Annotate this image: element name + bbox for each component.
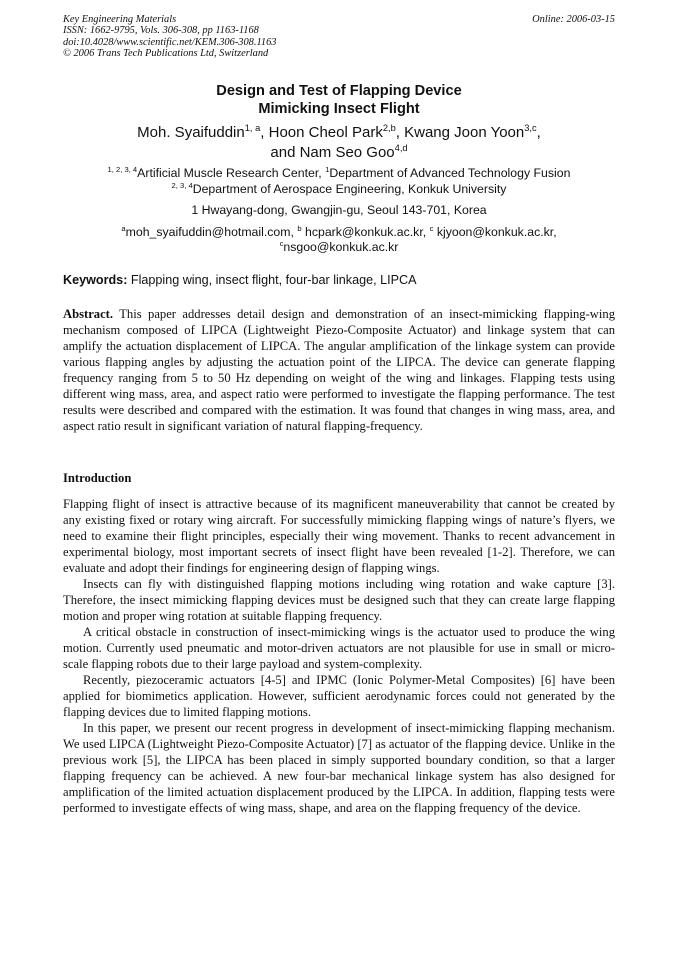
author-sep: , bbox=[536, 124, 541, 141]
journal-name: Key Engineering Materials bbox=[63, 14, 177, 25]
email: moh_syaifuddin@hotmail.com, bbox=[125, 224, 298, 239]
author-sup: 1, a bbox=[244, 123, 261, 133]
keywords-label: Keywords: bbox=[63, 273, 128, 287]
email-sup: b bbox=[297, 223, 302, 233]
introduction-section bbox=[63, 470, 615, 816]
doi: doi:10.4028/www.scientific.net/KEM.306-308.1163 bbox=[63, 36, 277, 48]
keywords-text: Flapping wing, insect flight, four-bar linkage, LIPCA bbox=[127, 273, 417, 287]
online-date: Online: 2006-03-15 bbox=[532, 14, 615, 25]
author-sep: , bbox=[260, 124, 269, 141]
title-line-2: Mimicking Insect Flight bbox=[258, 101, 420, 117]
paragraph: Recently, piezoceramic actuators [4-5] and IPMC (Ionic Polymer-Metal Composites) [6] have been applied for biomimetics application. However, sufficient aerodynamic forces could not generated by the flapping devices due to limited flapping motions. bbox=[63, 673, 615, 719]
aff-sup: 1, 2, 3, 4 bbox=[107, 164, 138, 174]
author-name: and Nam Seo Goo bbox=[270, 143, 395, 161]
author-sup: 3,c bbox=[524, 123, 537, 133]
abstract-text: This paper addresses detail design and demonstration of an insect-mimicking flapping-wing mechanism composed of LIPCA (Lightweight Piezo-Composite Actuator) and linkage system that can amplify the actuation displacement of LIPCA. The angular amplification of the linkage system can provide various flapping angles by adjusting the actuation point of the LIPCA. The device can generate flapping frequency ranging from 5 to 50 Hz depending on weight of the wing and linkages. Flapping tests using different wing mass, area, and aspect ratio were performed to investigate the flapping performance. The test results were described and compared with the estimation. It was found that changes in wing mass, area, and aspect ratio result in significant variation of natural flapping-frequency. bbox=[63, 307, 615, 433]
copyright: © 2006 Trans Tech Publications Ltd, Switzerland bbox=[63, 48, 269, 60]
email: hcpark@konkuk.ac.kr, bbox=[301, 224, 430, 239]
author-name: Kwang Joon Yoon bbox=[404, 124, 525, 141]
author-sep: , bbox=[395, 124, 405, 141]
author-name: Hoon Cheol Park bbox=[268, 124, 383, 141]
section-heading: Introduction bbox=[63, 471, 132, 485]
title-line-1: Design and Test of Flapping Device bbox=[216, 83, 462, 99]
paragraph: In this paper, we present our recent progress in development of insect-mimicking flapping mechanism. We used LIPCA (Lightweight Piezo-Composite Actuator) [7] as actuator of the flapping device. Unlike in the previous work [5], the LIPCA has been placed in simply supported boundary condition, so that a larger flapping frequency can be achieved. A new four-bar mechanical linkage system has also designed for amplification of the limited actuation displacement produced by the LIPCA. In addition, flapping tests were performed to investigate effects of wing mass, shape, and area on the flapping frequency of the device. bbox=[63, 721, 615, 815]
authors bbox=[0, 123, 678, 162]
author-sup: 4,d bbox=[394, 142, 408, 153]
email: nsgoo@konkuk.ac.kr bbox=[283, 240, 399, 254]
affiliation: Department of Advanced Technology Fusion bbox=[329, 166, 571, 180]
email-sup: c bbox=[279, 238, 284, 248]
paper-title bbox=[0, 82, 678, 118]
affiliation: Department of Aerospace Engineering, Konkuk University bbox=[192, 181, 507, 196]
affiliation: Artificial Muscle Research Center, bbox=[137, 166, 326, 180]
aff-sup: 1 bbox=[325, 164, 330, 174]
address: 1 Hwayang-dong, Gwangjin-gu, Seoul 143-701, Korea bbox=[191, 203, 487, 217]
email: kjyoon@konkuk.ac.kr, bbox=[433, 224, 557, 239]
abstract bbox=[63, 306, 615, 434]
aff-sup: 2, 3, 4 bbox=[171, 180, 193, 190]
email-sup: c bbox=[429, 223, 434, 233]
abstract-label: Abstract. bbox=[63, 307, 114, 321]
email-sup: a bbox=[121, 223, 126, 233]
paragraph: A critical obstacle in construction of insect-mimicking wings is the actuator used to produce the wing motion. Currently used pneumatic and motor-driven actuators are not plausible for use in small or micro-scale flapping robots due to their large payload and system-complexity. bbox=[63, 625, 615, 671]
author-sup: 2,b bbox=[382, 123, 396, 133]
journal-header bbox=[63, 14, 615, 60]
paragraph: Insects can fly with distinguished flapping motions including wing rotation and wake capture [3]. Therefore, the insect mimicking flapping devices must be designed such that they can create large flapping motion and proper wing rotation at suitable flapping frequency. bbox=[63, 577, 615, 623]
author-name: Moh. Syaifuddin bbox=[137, 124, 245, 141]
issn: ISSN: 1662-9795, Vols. 306-308, pp 1163-1168 bbox=[63, 25, 259, 37]
paragraph: Flapping flight of insect is attractive because of its magnificent maneuverability that cannot be created by any existing fixed or rotary wing aircraft. For successfully mimicking flapping wings of nature’s flyers, we need to examine their flight principles, especially their wing movement. Thanks to recent advancement in experimental biology, most important secrets of insect flight have been revealed [1-2]. Therefore, we can evaluate and adopt their findings for engineering design of flapping wings. bbox=[63, 497, 615, 575]
affiliations bbox=[0, 166, 678, 256]
keywords bbox=[63, 273, 417, 287]
